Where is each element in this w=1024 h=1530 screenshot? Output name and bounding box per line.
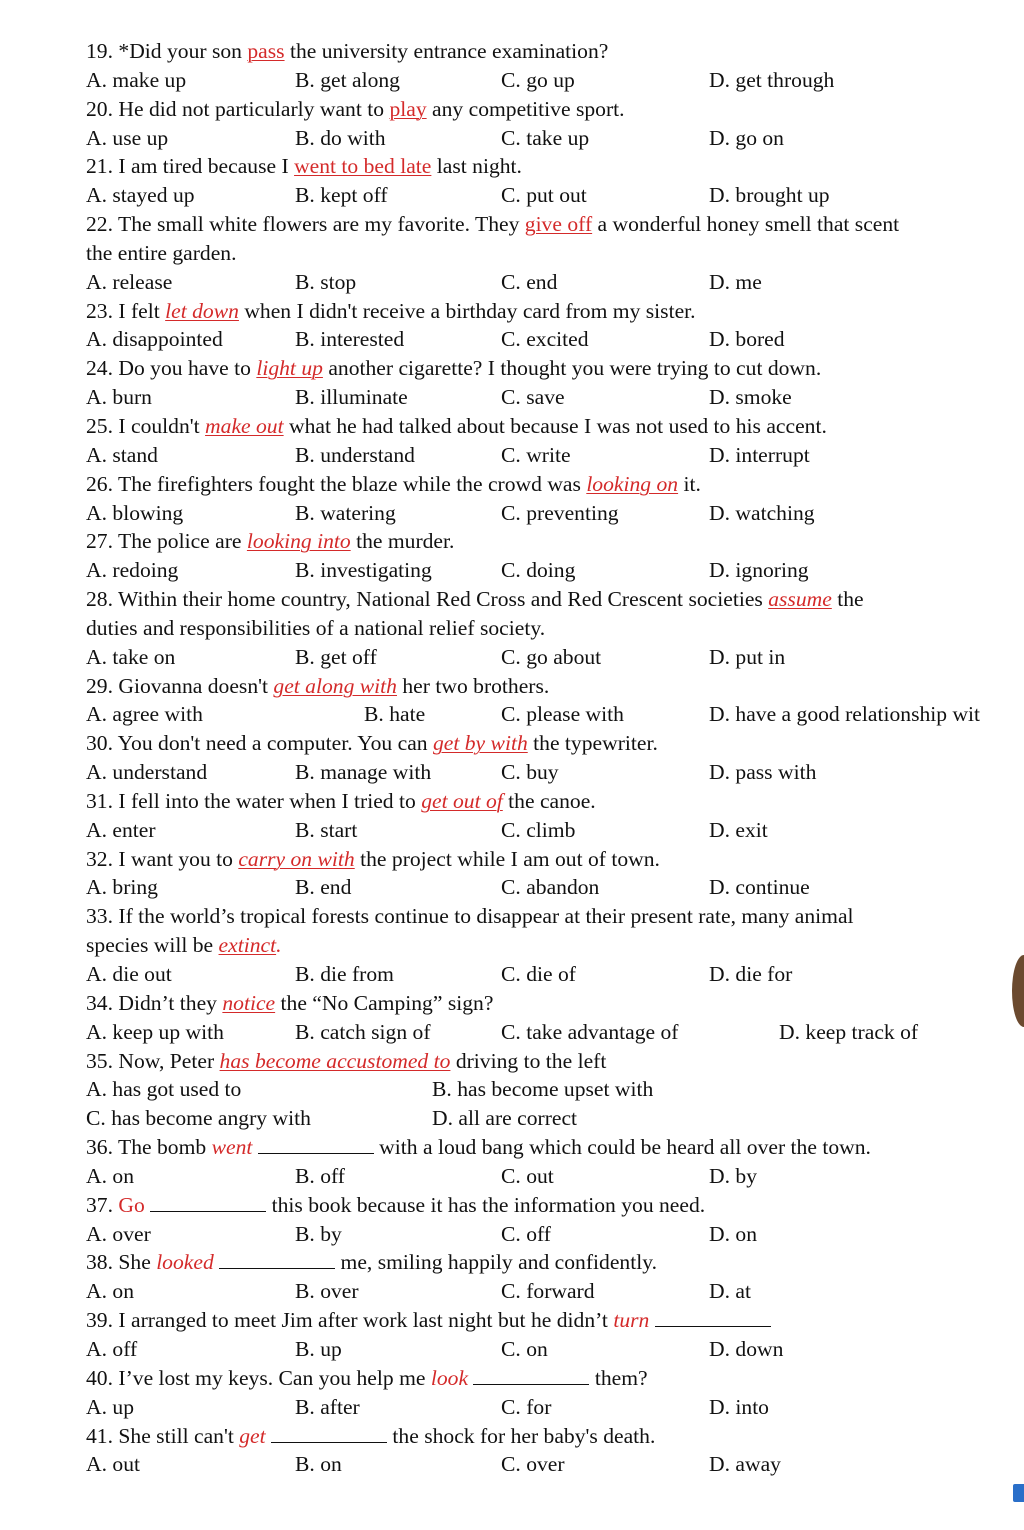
option-b: B. get along: [295, 67, 400, 92]
option-b: B. manage with: [295, 760, 432, 785]
options-24: [86, 383, 1024, 412]
question-28: 28. Within their home country, National Red Cross and Red Crescent societies assume the: [86, 587, 864, 612]
highlighted-phrase: get out of: [421, 788, 503, 813]
option-a: A. enter: [86, 817, 156, 842]
option-d: D. pass with: [709, 760, 817, 785]
option-b: B. over: [295, 1279, 359, 1304]
option-a: A. over: [86, 1221, 151, 1246]
options-32: [86, 873, 1024, 902]
highlighted-phrase: give off: [524, 212, 593, 237]
cropped-blue-badge: [1013, 1484, 1024, 1502]
option-a: A. use up: [86, 125, 169, 150]
option-c: C. buy: [501, 760, 559, 785]
highlighted-word: look: [430, 1365, 469, 1390]
highlighted-phrase: get by with: [432, 731, 528, 756]
highlighted-phrase: has become accustomed to: [219, 1048, 451, 1073]
option-c: C. put out: [501, 183, 587, 208]
question-38: 38. She looked me, smiling happily and confidently.: [86, 1250, 658, 1275]
options-28: [86, 643, 1024, 672]
option-b: B. hate: [364, 702, 426, 727]
option-d: D. ignoring: [709, 558, 809, 583]
option-c: C. for: [501, 1394, 552, 1419]
question-24: 24. Do you have to light up another cigarette? I thought you were trying to cut down.: [86, 356, 822, 381]
option-a: A. has got used to: [86, 1077, 242, 1102]
highlighted-phrase: carry on with: [238, 846, 355, 871]
options-21: [86, 181, 1024, 210]
highlighted-phrase: looking into: [246, 529, 351, 554]
option-d: D. me: [709, 269, 762, 294]
option-a: A. blowing: [86, 500, 184, 525]
options-33: [86, 960, 1024, 989]
options-37: [86, 1220, 1024, 1249]
question-33-continued: species will be extinct.: [86, 933, 282, 958]
question-30: 30. You don't need a computer. You can get by with the typewriter.: [86, 731, 658, 756]
option-b: B. die from: [295, 962, 394, 986]
highlighted-phrase: light up: [256, 356, 323, 381]
option-d: D. die for: [709, 962, 793, 986]
options-34: [86, 1018, 1024, 1047]
option-c: C. please with: [501, 702, 624, 727]
highlighted-phrase: play: [389, 96, 427, 121]
option-a: A. stand: [86, 442, 158, 467]
question-34: 34. Didn’t they notice the “No Camping” sign?: [86, 990, 494, 1015]
highlighted-word: turn: [613, 1308, 650, 1333]
question-21: 21. I am tired because I went to bed late last night.: [86, 154, 522, 179]
question-22-continued: the entire garden.: [86, 240, 237, 265]
option-d: D. go on: [709, 125, 784, 150]
answer-blank: [655, 1325, 771, 1327]
options-29: [86, 700, 1024, 729]
question-22: 22. The small white flowers are my favorite. They give off a wonderful honey smell that scent: [86, 212, 900, 237]
highlighted-phrase: make out: [205, 413, 284, 438]
option-a: A. keep up with: [86, 1019, 224, 1044]
option-c: C. doing: [501, 558, 576, 583]
question-31: 31. I fell into the water when I tried to get out of the canoe.: [86, 788, 596, 813]
highlighted-phrase: get along with: [273, 673, 397, 698]
highlighted-phrase: let down: [165, 298, 239, 323]
option-b: B. stop: [295, 269, 357, 294]
question-19: 19. *Did your son pass the university entrance examination?: [86, 39, 609, 63]
highlighted-word: looked: [156, 1250, 214, 1275]
option-a: A. off: [86, 1336, 138, 1361]
option-d: D. away: [709, 1452, 781, 1477]
option-a: A. agree with: [86, 702, 203, 727]
option-d: D. into: [709, 1394, 769, 1419]
option-a: A. release: [86, 269, 173, 294]
option-b: B. kept off: [295, 183, 388, 208]
question-29: 29. Giovanna doesn't get along with her two brothers.: [86, 673, 550, 698]
options-30: [86, 758, 1024, 787]
answer-blank: [473, 1383, 589, 1385]
option-b: B. illuminate: [295, 385, 408, 410]
option-b: B. get off: [295, 644, 377, 669]
option-b: B. by: [295, 1221, 342, 1246]
option-d: D. brought up: [709, 183, 830, 208]
option-d: D. by: [709, 1163, 757, 1188]
options-31: [86, 816, 1024, 845]
option-b: B. up: [295, 1336, 342, 1361]
answer-blank: [258, 1152, 374, 1154]
option-d: D. interrupt: [709, 442, 810, 467]
option-c: C. excited: [501, 327, 589, 352]
exercise-sheet: [86, 37, 1024, 1479]
option-d: D. continue: [709, 875, 810, 900]
option-c: C. die of: [501, 962, 576, 986]
option-b: B. interested: [295, 327, 405, 352]
option-c: C. out: [501, 1163, 554, 1188]
question-37: 37. Go this book because it has the information you need.: [86, 1192, 706, 1217]
option-d: D. have a good relationship wit: [709, 702, 981, 727]
options-20: [86, 124, 1024, 153]
option-c: C. abandon: [501, 875, 600, 900]
option-a: A. take on: [86, 644, 176, 669]
option-d: D. bored: [709, 327, 785, 352]
option-b: B. has become upset with: [432, 1077, 654, 1102]
options-19: [86, 66, 1024, 95]
option-d: D. at: [709, 1279, 751, 1304]
answer-blank: [219, 1267, 335, 1269]
option-a: A. disappointed: [86, 327, 223, 352]
option-c: C. climb: [501, 817, 576, 842]
option-b: B. understand: [295, 442, 415, 467]
option-b: B. do with: [295, 125, 386, 150]
option-c: C. write: [501, 442, 571, 467]
highlighted-phrase: went to bed late: [294, 154, 432, 179]
highlighted-word: get: [239, 1423, 266, 1448]
question-27: 27. The police are looking into the murder.: [86, 529, 455, 554]
option-b: B. start: [295, 817, 358, 842]
highlighted-phrase: extinct: [218, 933, 277, 958]
option-a: A. die out: [86, 962, 172, 986]
highlighted-word: went: [211, 1135, 253, 1160]
option-a: A. on: [86, 1279, 134, 1304]
options-40: [86, 1393, 1024, 1422]
options-25: [86, 441, 1024, 470]
option-c: C. has become angry with: [86, 1106, 311, 1131]
options-35-ab: [86, 1075, 1024, 1104]
option-c: C. preventing: [501, 500, 619, 525]
option-c: C. end: [501, 269, 558, 294]
question-26: 26. The firefighters fought the blaze while the crowd was looking on it.: [86, 471, 701, 496]
option-d: D. keep track of: [779, 1019, 919, 1044]
option-b: B. after: [295, 1394, 360, 1419]
option-b: B. off: [295, 1163, 345, 1188]
option-a: A. redoing: [86, 558, 179, 583]
option-d: D. down: [709, 1336, 784, 1361]
answer-blank: [150, 1210, 266, 1212]
highlighted-phrase: notice: [222, 990, 276, 1015]
question-39: 39. I arranged to meet Jim after work last night but he didn’t turn: [86, 1306, 1024, 1335]
options-23: [86, 325, 1024, 354]
options-22: [86, 268, 1024, 297]
options-41: [86, 1450, 1024, 1479]
option-c: C. on: [501, 1336, 548, 1361]
answer-blank: [271, 1441, 387, 1443]
option-c: C. go about: [501, 644, 602, 669]
option-a: A. bring: [86, 875, 158, 900]
question-25: 25. I couldn't make out what he had talked about because I was not used to his accent.: [86, 413, 827, 438]
option-d: D. get through: [709, 67, 835, 92]
option-b: B. end: [295, 875, 352, 900]
options-26: [86, 499, 1024, 528]
highlighted-phrase: pass: [247, 39, 285, 63]
option-c: C. over: [501, 1452, 565, 1477]
option-a: A. burn: [86, 385, 152, 410]
highlighted-word: Go: [118, 1192, 145, 1217]
option-a: A. up: [86, 1394, 134, 1419]
option-c: C. off: [501, 1221, 551, 1246]
option-a: A. out: [86, 1452, 140, 1477]
option-d: D. exit: [709, 817, 768, 842]
options-39: [86, 1335, 1024, 1364]
option-b: B. catch sign of: [295, 1019, 431, 1044]
option-d: D. put in: [709, 644, 786, 669]
option-c: C. save: [501, 385, 565, 410]
option-d: D. watching: [709, 500, 815, 525]
question-40: 40. I’ve lost my keys. Can you help me look them?: [86, 1365, 648, 1390]
highlighted-phrase: assume: [768, 587, 832, 612]
options-27: [86, 556, 1024, 585]
option-a: A. make up: [86, 67, 187, 92]
option-b: B. on: [295, 1452, 342, 1477]
option-d: D. all are correct: [432, 1106, 578, 1131]
option-c: C. take up: [501, 125, 590, 150]
options-36: [86, 1162, 1024, 1191]
option-a: A. stayed up: [86, 183, 195, 208]
options-35-cd: [86, 1104, 1024, 1133]
highlighted-phrase: looking on: [586, 471, 679, 496]
question-33: 33. If the world’s tropical forests continue to disappear at their present rate, many animal: [86, 904, 854, 929]
question-28-continued: duties and responsibilities of a national relief society.: [86, 615, 546, 640]
option-d: D. smoke: [709, 385, 792, 410]
options-38: [86, 1277, 1024, 1306]
question-36: 36. The bomb went with a loud bang which could be heard all over the town.: [86, 1135, 871, 1160]
question-41: 41. She still can't get the shock for her baby's death.: [86, 1423, 656, 1448]
question-35: 35. Now, Peter has become accustomed to driving to the left: [86, 1048, 607, 1073]
option-c: C. forward: [501, 1279, 595, 1304]
option-b: B. investigating: [295, 558, 432, 583]
option-c: C. go up: [501, 67, 575, 92]
option-a: A. understand: [86, 760, 208, 785]
option-b: B. watering: [295, 500, 396, 525]
option-d: D. on: [709, 1221, 757, 1246]
option-c: C. take advantage of: [501, 1019, 679, 1044]
question-20: 20. He did not particularly want to play any competitive sport.: [86, 96, 625, 121]
question-32: 32. I want you to carry on with the project while I am out of town.: [86, 846, 660, 871]
option-a: A. on: [86, 1163, 134, 1188]
question-23: 23. I felt let down when I didn't receive a birthday card from my sister.: [86, 298, 696, 323]
